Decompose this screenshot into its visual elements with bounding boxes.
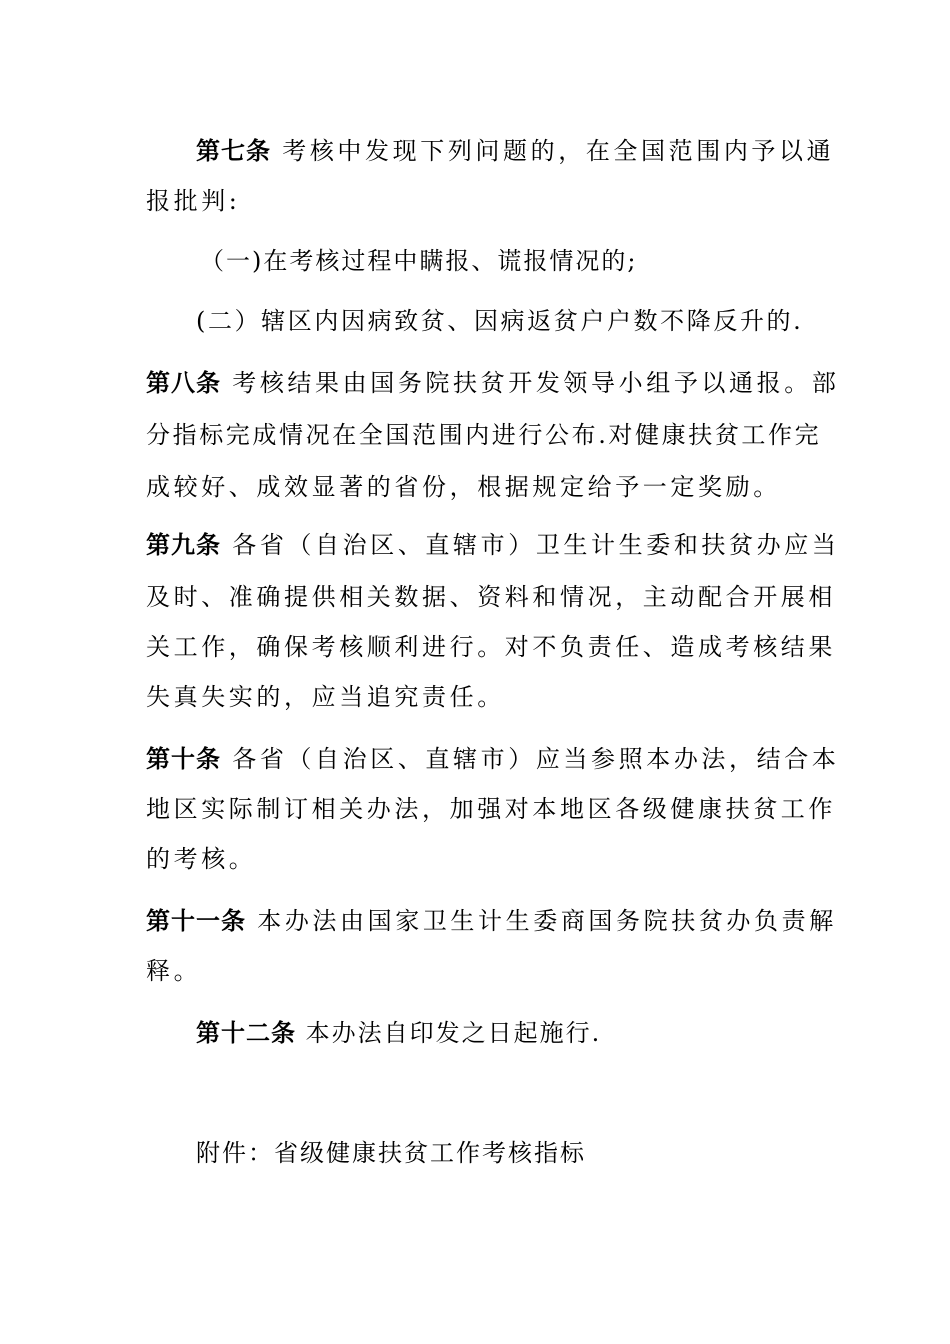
article-7-heading: 第七条	[196, 136, 271, 165]
article-11-line-2: 释。	[146, 957, 202, 985]
article-7-text-1: 考核中发现下列问题的，在全国范围内予以通	[282, 137, 835, 165]
article-7-item-1: （一)在考核过程中瞒报、谎报情况的;	[200, 247, 638, 275]
article-10-heading: 第十条	[146, 744, 221, 773]
article-12-text-1: 本办法自印发之日起施行.	[305, 1019, 602, 1047]
article-9-line-1	[146, 530, 839, 560]
article-11-text-1: 本办法由国家卫生计生委商国务院扶贫办负责解	[257, 907, 837, 935]
attachment-note: 附件：省级健康扶贫工作考核指标	[196, 1139, 586, 1167]
article-10-line-3: 的考核。	[146, 845, 257, 873]
article-9-line-4: 失真失实的，应当追究责任。	[146, 683, 505, 711]
article-10-line-2: 地区实际制订相关办法，加强对本地区各级健康扶贫工作	[146, 795, 836, 823]
article-7-item-2: (二）辖区内因病致贫、因病返贫户户数不降反升的.	[196, 307, 804, 335]
article-7-line-2: 报批判:	[146, 187, 241, 215]
article-8-line-1	[146, 368, 839, 398]
article-8-line-3: 成较好、成效显著的省份，根据规定给予一定奖励。	[146, 473, 781, 501]
article-12-heading: 第十二条	[196, 1018, 296, 1047]
article-9-line-3: 关工作，确保考核顺利进行。对不负责任、造成考核结果	[146, 633, 836, 661]
article-9-line-2: 及时、准确提供相关数据、资料和情况，主动配合开展相	[146, 583, 836, 611]
article-11-heading: 第十一条	[146, 906, 246, 935]
article-11-line-1	[146, 906, 837, 936]
article-8-line-2: 分指标完成情况在全国范围内进行公布.对健康扶贫工作完	[146, 421, 822, 449]
article-12-line-1	[196, 1018, 601, 1048]
article-10-line-1	[146, 744, 839, 774]
article-8-heading: 第八条	[146, 368, 221, 397]
article-10-text-1: 各省（自治区、直辖市）应当参照本办法，结合本	[232, 745, 840, 773]
article-8-text-1: 考核结果由国务院扶贫开发领导小组予以通报。部	[232, 369, 840, 397]
article-7-line-1	[196, 136, 834, 166]
article-9-text-1: 各省（自治区、直辖市）卫生计生委和扶贫办应当	[232, 531, 840, 559]
article-9-heading: 第九条	[146, 530, 221, 559]
